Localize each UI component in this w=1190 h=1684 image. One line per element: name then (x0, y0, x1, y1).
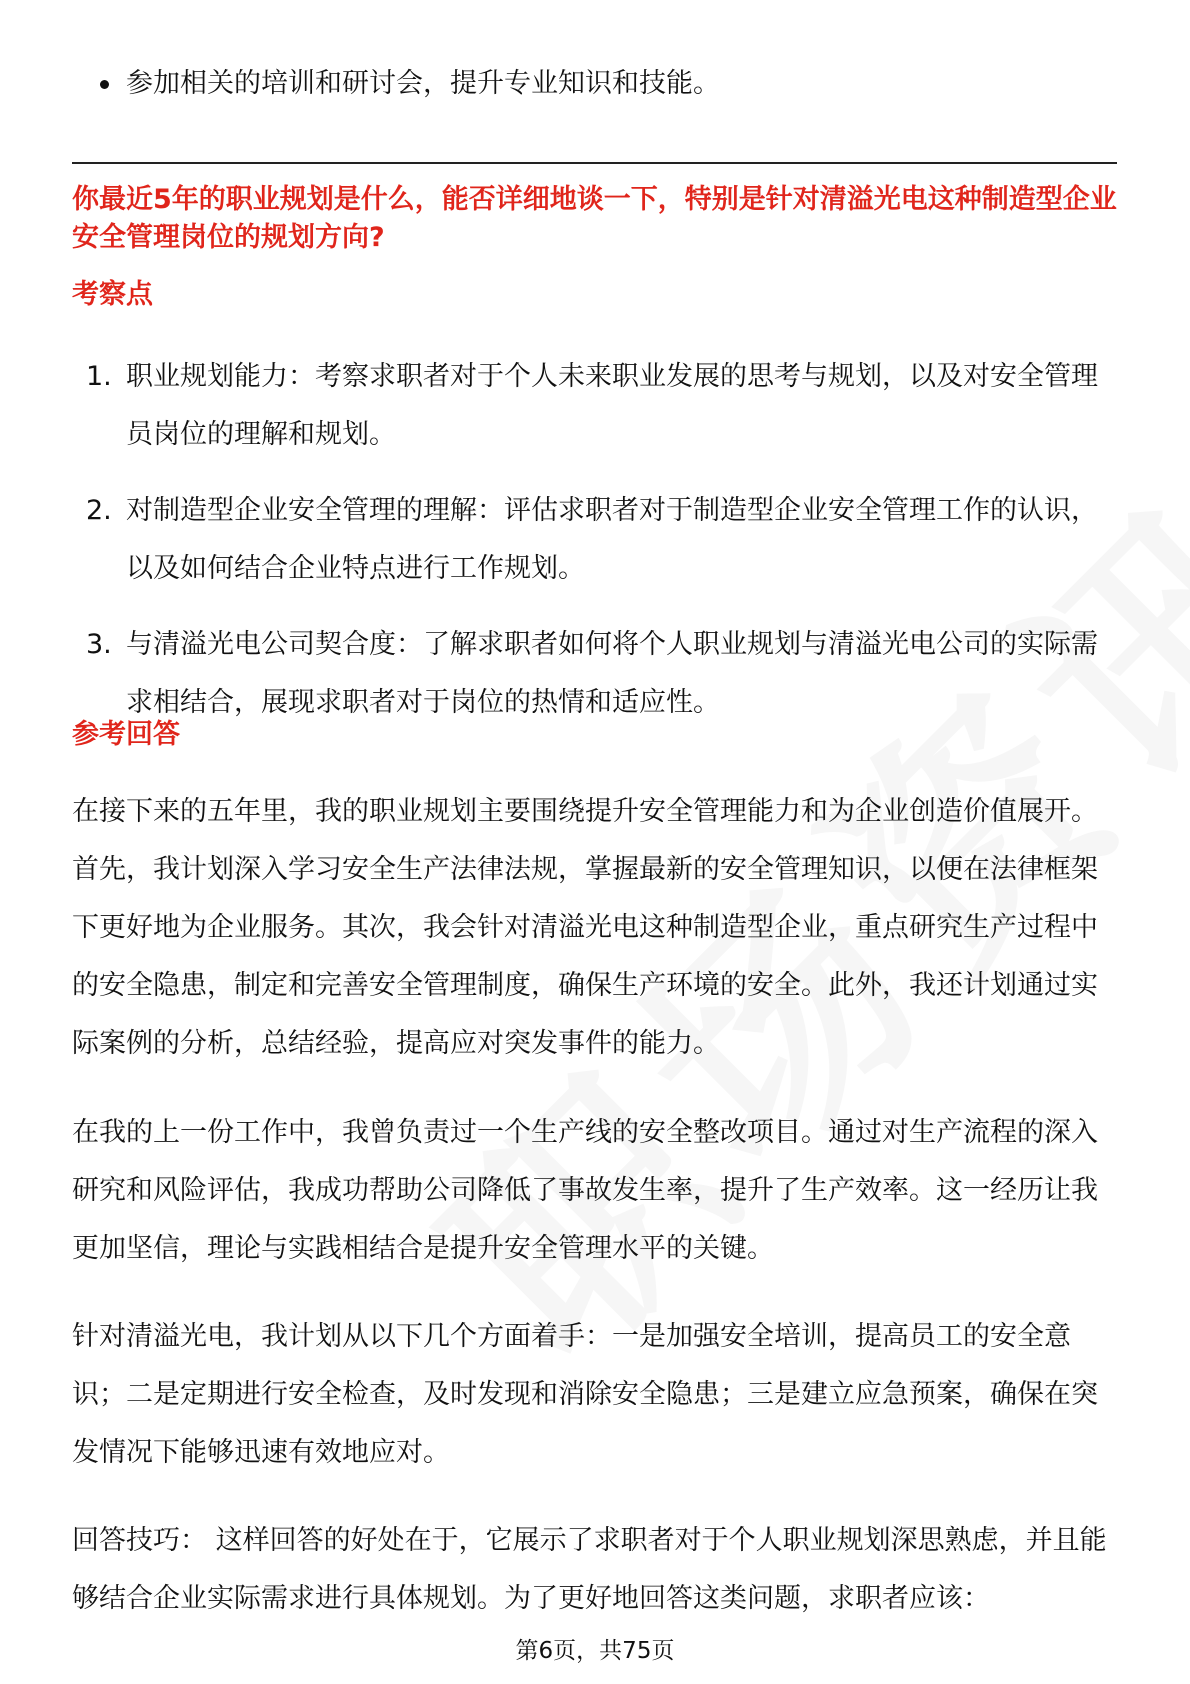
list-item (72, 482, 1120, 598)
answer-heading: 参考回答 (72, 719, 180, 750)
section-divider (72, 162, 1117, 164)
answer-paragraph: 在接下来的五年里，我的职业规划主要围绕提升安全管理能力和为企业创造价值展开。首先，我计划深入学习安全生产法律法规，掌握最新的安全管理知识，以便在法律框架下更好地为企业服务。其次，我会针对清溢光电这种制造型企业，重点研究生产过程中的安全隐患，制定和完善安全管理制度，确保生产环境的安全。此外，我还计划通过实际案例的分析，总结经验，提高应对突发事件的能力。 (72, 796, 1098, 1059)
list-item (72, 616, 1120, 732)
list-item-text: 职业规划能力：考察求职者对于个人未来职业发展的思考与规划，以及对安全管理员岗位的理解和规划。 (126, 361, 1098, 450)
list-item-number: 2. (86, 495, 112, 526)
page-number: 第6页，共75页 (515, 1638, 675, 1664)
points-list (72, 348, 1120, 750)
list-item-number: 1. (86, 361, 112, 392)
answer-paragraph: 在我的上一份工作中，我曾负责过一个生产线的安全整改项目。通过对生产流程的深入研究和风险评估，我成功帮助公司降低了事故发生率，提升了生产效率。这一经历让我更加坚信，理论与实践相结合是提升安全管理水平的关键。 (72, 1117, 1098, 1264)
bullet-icon (100, 80, 109, 89)
list-item-number: 3. (86, 629, 112, 660)
list-item-text: 与清溢光电公司契合度：了解求职者如何将个人职业规划与清溢光电公司的实际需求相结合，展现求职者对于岗位的热情和适应性。 (126, 629, 1098, 718)
list-item (96, 64, 1116, 104)
list-item-text: 参加相关的培训和研讨会，提升专业知识和技能。 (126, 68, 720, 99)
list-item (72, 348, 1120, 464)
points-heading: 考察点 (72, 279, 153, 310)
top-bullet-list (96, 64, 1116, 104)
answer-paragraph: 针对清溢光电，我计划从以下几个方面着手：一是加强安全培训，提高员工的安全意识；二是定期进行安全检查，及时发现和消除安全隐患；三是建立应急预案，确保在突发情况下能够迅速有效地应对。 (72, 1321, 1098, 1468)
interview-question: 你最近5年的职业规划是什么，能否详细地谈一下，特别是针对清溢光电这种制造型企业安全管理岗位的规划方向? (72, 184, 1117, 253)
answer-tips-paragraph: 回答技巧： 这样回答的好处在于，它展示了求职者对于个人职业规划深思熟虑，并且能够结合企业实际需求进行具体规划。为了更好地回答这类问题，求职者应该： (72, 1525, 1107, 1614)
list-item-text: 对制造型企业安全管理的理解：评估求职者对于制造型企业安全管理工作的认识，以及如何结合企业特点进行工作规划。 (126, 495, 1098, 584)
